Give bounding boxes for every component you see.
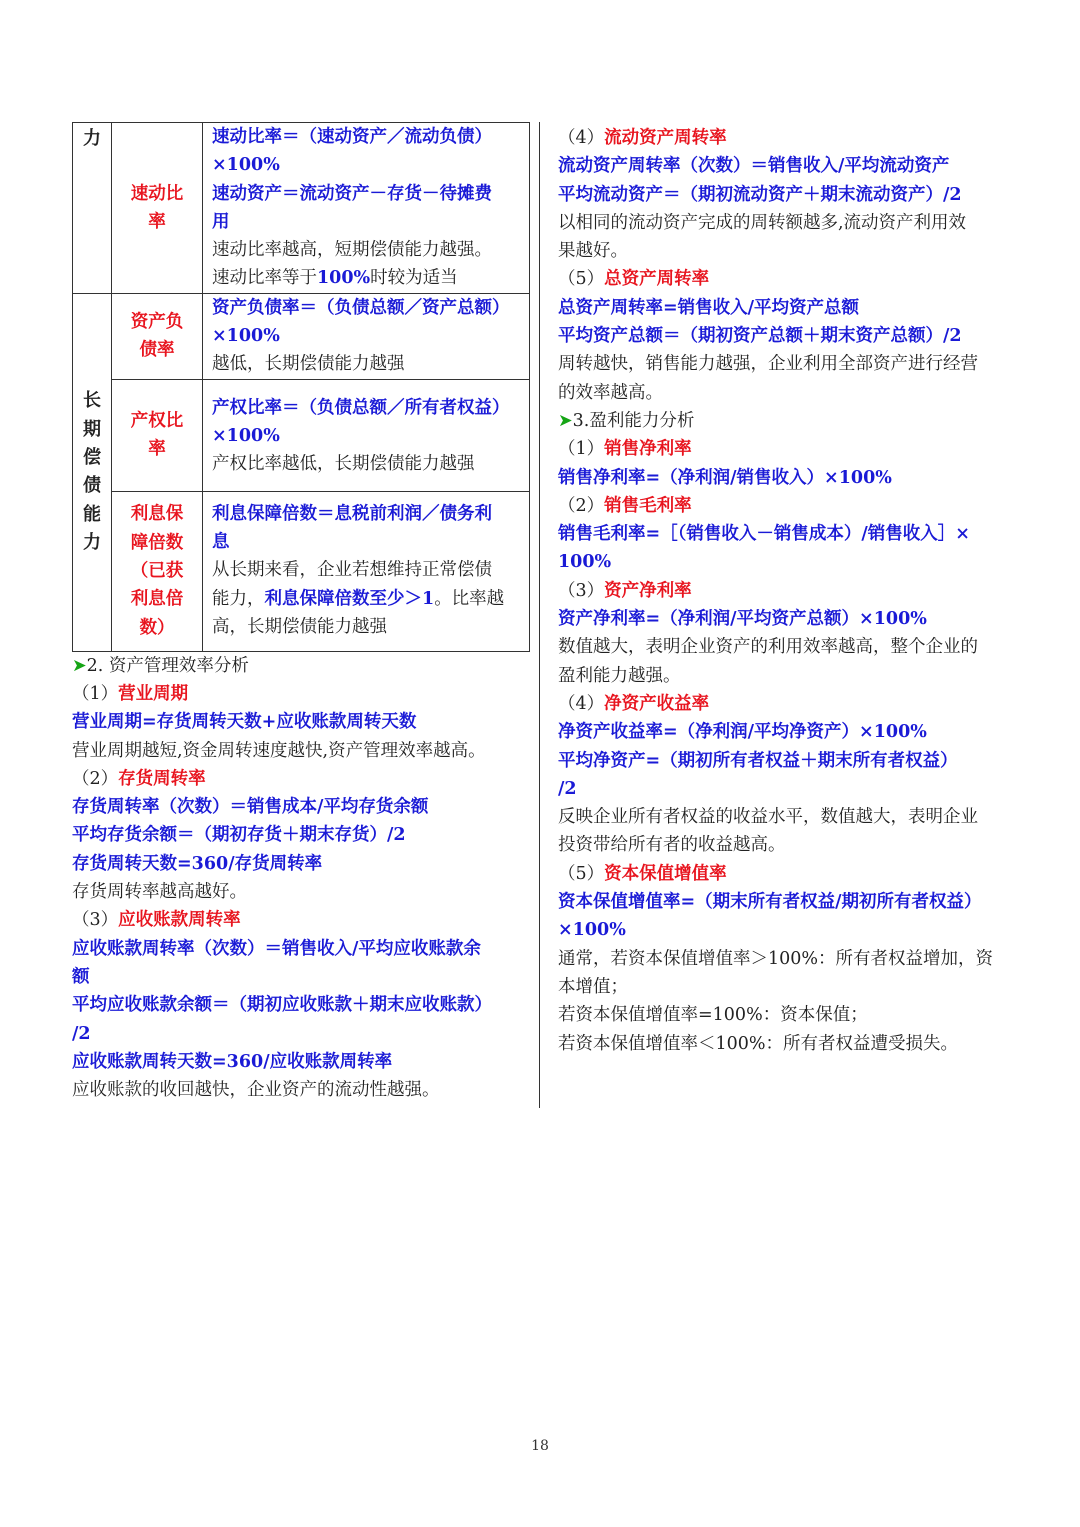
text-line [558,1001,1018,1029]
table-row [73,379,530,491]
text-run: 平均存货余额＝（期初存货＋期末存货）/2 [72,825,406,846]
text-line [558,407,1018,435]
column-divider [539,122,540,1108]
note-line: 产权比率越低，长期偿债能力越强 [212,454,475,475]
right-text-block [558,124,1018,1058]
text-run: 销售净利率=（净利润/销售收入）×100% [558,467,892,488]
note-line: 速动比率越高，短期偿债能力越强。 [212,240,492,261]
text-line [558,662,1018,690]
text-run: 流动资产周转率 [604,128,727,148]
text-line [558,690,1018,718]
text-run: 存货周转率 [118,768,206,789]
text-line [558,605,1018,633]
formula-line: ×100% [212,326,280,347]
left-text-block [72,652,530,1105]
text-run: 净资产收益率=（净利润/平均净资产）×100% [558,722,927,743]
text-line [558,718,1018,746]
text-run: 盈利能力越强。 [558,665,681,686]
text-run: 销售净利率 [604,439,692,460]
text-line [72,1020,530,1048]
text-line [72,878,530,906]
text-line [558,265,1018,293]
text-line [72,680,530,708]
text-run: 2. 资产管理效率分析 [86,655,249,676]
text-run: 营业周期越短,资金周转速度越快,资产管理效率越高。 [72,740,486,761]
note-line: 高，长期偿债能力越强 [212,616,387,637]
text-run: 数值越大，表明企业资产的利用效率越高，整个企业的 [558,637,978,658]
text-line [72,935,530,963]
text-line [558,237,1018,265]
text-run: 存货周转天数=360/存货周转率 [72,853,323,874]
text-run: （1） [72,683,119,704]
text-line [558,1030,1018,1058]
text-run: 额 [72,966,90,987]
text-run: 总资产周转率 [604,269,710,290]
text-run: （4） [558,693,605,714]
text-line [558,747,1018,775]
text-line [72,652,530,680]
note-line: 速动比率等于100%时较为适当 [212,268,458,289]
text-line [558,803,1018,831]
text-run: （5） [558,863,605,884]
text-line [558,577,1018,605]
text-line [558,464,1018,492]
text-run: 平均应收账款余额＝（期初应收账款＋期末应收账款） [72,995,492,1016]
note-line: 从长期来看，企业若想维持正常偿债 [212,560,492,581]
right-column [558,124,1018,1058]
text-line [72,737,530,765]
metric-cell: 速动比 率 [112,123,203,294]
formula-line: 用 [212,211,230,232]
text-run: ×100% [558,920,626,941]
text-run: （3） [558,580,605,601]
formula-line: 速动资产＝流动资产－存货－待摊费 [212,183,492,204]
text-run: 应收账款周转率（次数）＝销售收入/平均应收账款余 [72,938,481,959]
text-line [558,945,1018,973]
text-line [558,831,1018,859]
text-line [72,793,530,821]
text-line [72,963,530,991]
note-line: 越低，长期偿债能力越强 [212,354,405,375]
text-run: （5） [558,269,605,290]
text-run: 100% [558,552,612,573]
text-line [558,916,1018,944]
text-run: 若资本保值增值率=100%：资本保值； [558,1005,868,1026]
text-line [72,708,530,736]
text-run: （4） [558,128,605,148]
text-line [558,152,1018,180]
text-line [558,492,1018,520]
text-run: 总资产周转率=销售收入/平均资产总额 [558,297,860,318]
text-line [558,548,1018,576]
group-cell: 力 [73,123,112,294]
formula-line: 产权比率＝（负债总额／所有者权益） [212,397,510,418]
metric-cell: 利息保 障倍数 （已获 利息倍 数） [112,491,203,651]
text-run: 资产净利率 [604,580,692,601]
text-run: 的效率越高。 [558,382,663,403]
text-line [558,209,1018,237]
metric-cell: 资产负 债率 [112,293,203,379]
formula-cell [203,293,530,379]
formula-line: 息 [212,531,230,552]
text-run: 应收账款的收回越快，企业资产的流动性越强。 [72,1080,440,1101]
text-run: 周转越快，销售能力越强，企业利用全部资产进行经营 [558,354,978,375]
text-run: 通常，若资本保值增值率＞100%：所有者权益增加，资 [558,948,994,969]
text-run: 以相同的流动资产完成的周转额越多,流动资产利用效 [558,212,967,233]
text-run: （2） [558,495,605,516]
page-number: 18 [531,1438,549,1454]
text-run: /2 [72,1023,91,1044]
text-run: （2） [72,768,119,789]
solvency-table [72,122,530,652]
text-line [558,181,1018,209]
text-line [72,1076,530,1104]
text-run: 营业周期=存货周转天数+应收账款周转天数 [72,712,417,733]
text-run: 资产净利率=（净利润/平均资产总额）×100% [558,609,927,630]
text-run: 投资带给所有者的收益越高。 [558,835,786,856]
text-run: 流动资产周转率（次数）＝销售收入/平均流动资产 [558,156,950,177]
metric-cell: 产权比 率 [112,379,203,491]
text-line [558,633,1018,661]
text-line [558,435,1018,463]
text-run: （3） [72,910,119,931]
text-run: 3.盈利能力分析 [572,410,695,431]
formula-line: 速动比率＝（速动资产／流动负债） [212,127,492,147]
text-line [558,379,1018,407]
arrow-bullet-icon: ➤ [558,410,573,431]
text-line [558,350,1018,378]
formula-cell [203,123,530,294]
note-line: 能力，利息保障倍数至少＞1。比率越 [212,588,505,609]
text-run: 净资产收益率 [604,693,710,714]
text-run: 资本保值增值率 [604,863,727,884]
text-line [558,322,1018,350]
left-column [72,122,530,1104]
text-line [72,906,530,934]
text-line [558,520,1018,548]
text-line [558,973,1018,1001]
arrow-bullet-icon: ➤ [72,655,87,676]
text-run: 应收账款周转率 [118,910,241,931]
text-run: 本增值； [558,976,628,997]
text-run: 果越好。 [558,241,628,262]
table-row [73,491,530,651]
text-line [72,765,530,793]
text-run: /2 [558,778,577,799]
text-line [558,775,1018,803]
text-run: 平均净资产=（期初所有者权益＋期末所有者权益） [558,750,958,771]
text-line [558,124,1018,152]
text-run: 存货周转率（次数）＝销售成本/平均存货余额 [72,797,429,818]
text-run: （1） [558,439,605,460]
formula-line: 资产负债率＝（负债总额／资产总额） [212,297,510,318]
text-run: 平均流动资产＝（期初流动资产＋期末流动资产）/2 [558,184,962,205]
text-run: 营业周期 [118,683,189,704]
table-row [73,293,530,379]
formula-line: ×100% [212,425,280,446]
text-run: 应收账款周转天数=360/应收账款周转率 [72,1051,393,1072]
formula-cell [203,379,530,491]
text-line [72,991,530,1019]
text-run: 存货周转率越高越好。 [72,882,247,903]
formula-line: ×100% [212,155,280,176]
text-run: 销售毛利率 [604,495,692,516]
text-line [72,850,530,878]
text-line [558,888,1018,916]
text-line [558,860,1018,888]
text-run: 反映企业所有者权益的收益水平，数值越大，表明企业 [558,807,978,828]
text-line [558,294,1018,322]
text-line [72,1048,530,1076]
formula-cell [203,491,530,651]
group-cell: 长 期 偿 债 能 力 [73,293,112,651]
formula-line: 利息保障倍数＝息税前利润／债务利 [212,503,492,524]
table-row [73,123,530,294]
text-run: 若资本保值增值率＜100%：所有者权益遭受损失。 [558,1033,959,1054]
text-run: 销售毛利率=［（销售收入－销售成本）/销售收入］× [558,524,970,545]
text-run: 资本保值增值率=（期末所有者权益/期初所有者权益） [558,892,982,913]
text-line [72,821,530,849]
text-run: 平均资产总额＝（期初资产总额＋期末资产总额）/2 [558,326,962,347]
